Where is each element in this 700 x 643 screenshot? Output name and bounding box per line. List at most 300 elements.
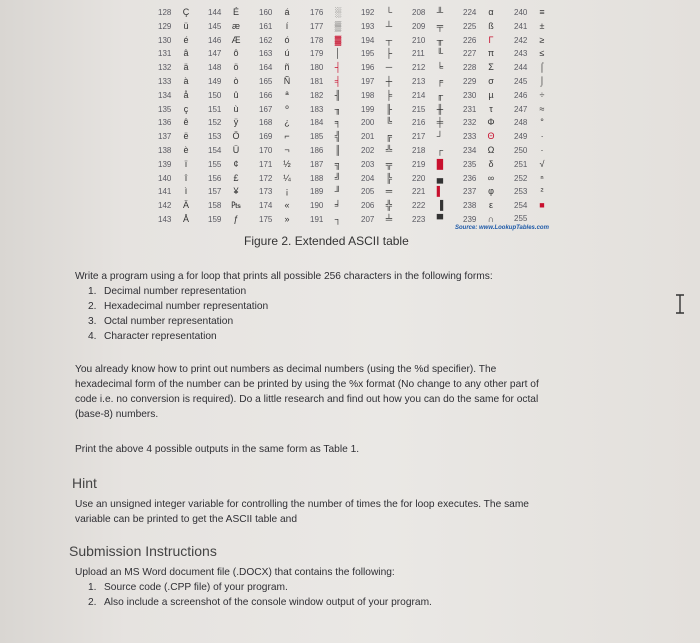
ascii-code: 191 xyxy=(310,215,324,224)
ascii-code: 202 xyxy=(361,146,375,155)
ascii-code: 148 xyxy=(208,63,222,73)
ascii-code: 252 xyxy=(514,173,528,183)
ascii-cell xyxy=(310,102,346,116)
ascii-symbol: » xyxy=(284,214,290,224)
ascii-symbol: ╣ xyxy=(334,131,342,142)
ascii-cell xyxy=(158,157,194,171)
ascii-cell xyxy=(208,33,244,47)
ascii-symbol: ╫ xyxy=(436,103,444,114)
ascii-code: 229 xyxy=(463,77,477,86)
ascii-cell xyxy=(208,115,244,129)
ascii-cell xyxy=(514,212,550,226)
ascii-symbol: ¿ xyxy=(284,117,290,128)
ascii-code: 200 xyxy=(361,118,375,128)
ascii-cell xyxy=(158,171,194,185)
ascii-symbol: æ xyxy=(231,20,240,31)
ascii-code: 146 xyxy=(208,35,222,45)
ascii-cell xyxy=(158,60,194,74)
ascii-cell xyxy=(463,5,499,19)
ascii-cell xyxy=(158,102,194,116)
ascii-symbol: ≈ xyxy=(539,103,545,114)
ascii-cell xyxy=(514,60,550,74)
ascii-cell xyxy=(361,129,397,143)
ascii-cell xyxy=(310,198,346,212)
ascii-symbol: ₧ xyxy=(231,200,241,211)
ascii-code: 130 xyxy=(158,35,172,45)
ascii-symbol: ═ xyxy=(385,186,393,197)
paragraph-line: variable can be printed to get the ASCII table and xyxy=(75,514,298,525)
ascii-code: 214 xyxy=(412,90,426,100)
ascii-symbol: ■ xyxy=(539,200,545,211)
ascii-cell xyxy=(412,184,448,198)
ascii-symbol: Γ xyxy=(488,34,494,45)
ascii-symbol: ┤ xyxy=(334,62,342,73)
ascii-cell xyxy=(208,5,244,19)
list-item xyxy=(88,580,432,595)
ascii-cell xyxy=(361,157,397,171)
ascii-cell xyxy=(463,143,499,157)
ascii-symbol: ╬ xyxy=(385,200,393,211)
ascii-code: 244 xyxy=(514,63,528,73)
ascii-symbol: ╢ xyxy=(334,89,342,100)
ascii-cell xyxy=(361,46,397,60)
ascii-cell xyxy=(463,88,499,102)
ascii-cell xyxy=(259,171,295,185)
ascii-symbol: è xyxy=(183,145,189,155)
ascii-symbol: Θ xyxy=(487,131,495,142)
ascii-cell xyxy=(514,129,550,143)
ascii-code: 150 xyxy=(208,90,222,100)
ascii-code: 220 xyxy=(412,173,426,183)
ascii-cell xyxy=(158,88,194,102)
ascii-cell xyxy=(158,19,194,33)
ascii-symbol: ä xyxy=(183,62,189,73)
ascii-symbol: ╤ xyxy=(436,20,444,31)
ascii-cell xyxy=(514,184,550,198)
ascii-code: 171 xyxy=(259,159,273,169)
ascii-symbol: Æ xyxy=(231,34,241,45)
ascii-symbol: ∩ xyxy=(487,214,495,224)
ascii-symbol: │ xyxy=(335,48,341,59)
ascii-symbol: ½ xyxy=(283,158,291,169)
list-text: Hexadecimal number representation xyxy=(104,301,269,312)
ascii-cell xyxy=(259,5,295,19)
ascii-cell xyxy=(259,212,295,226)
ascii-cell xyxy=(208,143,244,157)
ascii-cell xyxy=(412,46,448,60)
ascii-code: 196 xyxy=(361,63,375,73)
ascii-symbol: δ xyxy=(488,158,494,169)
ascii-symbol: ┬ xyxy=(385,34,393,45)
ascii-cell xyxy=(412,171,448,185)
ascii-symbol: ì xyxy=(184,186,188,197)
ascii-symbol: Å xyxy=(182,214,189,224)
ascii-cell xyxy=(310,212,346,226)
paragraph-line: You already know how to print out numbers as decimal numbers (using the %d specifier). The xyxy=(75,364,497,375)
ascii-code: 163 xyxy=(259,49,273,59)
ascii-code: 248 xyxy=(514,118,528,128)
ascii-code: 207 xyxy=(361,215,375,224)
ascii-cell xyxy=(310,19,346,33)
ascii-symbol: ü xyxy=(183,20,189,31)
ascii-cell xyxy=(158,74,194,88)
ascii-cell xyxy=(412,74,448,88)
ascii-symbol: ¡ xyxy=(285,186,289,197)
ascii-symbol: ╧ xyxy=(385,214,393,224)
ascii-cell xyxy=(514,88,550,102)
ascii-symbol: ö xyxy=(233,62,239,73)
ascii-symbol: ┘ xyxy=(436,131,444,142)
ascii-code: 216 xyxy=(412,118,426,128)
ascii-code: 208 xyxy=(412,8,426,17)
ascii-symbol: ∙ xyxy=(540,131,544,142)
ascii-cell xyxy=(310,88,346,102)
ascii-code: 192 xyxy=(361,8,375,17)
ascii-code: 180 xyxy=(310,63,324,73)
ascii-symbol: ∞ xyxy=(487,172,495,183)
ascii-symbol: £ xyxy=(233,172,239,183)
ascii-symbol: π xyxy=(487,48,495,59)
ascii-code: 212 xyxy=(412,63,426,73)
ascii-cell xyxy=(361,19,397,33)
ascii-cell xyxy=(514,171,550,185)
list-number: 1. xyxy=(88,286,97,297)
spec-paragraph xyxy=(75,362,539,422)
ascii-symbol: ├ xyxy=(385,48,393,59)
ascii-cell xyxy=(208,74,244,88)
ascii-symbol: ê xyxy=(183,117,189,128)
ascii-cell xyxy=(310,184,346,198)
ascii-symbol: Ä xyxy=(182,200,189,211)
ascii-symbol: é xyxy=(183,34,189,45)
ascii-code: 156 xyxy=(208,173,222,183)
ascii-symbol: ╠ xyxy=(385,172,393,183)
ascii-code: 149 xyxy=(208,77,222,86)
ascii-cell xyxy=(514,198,550,212)
list-text: Character representation xyxy=(104,331,217,342)
ascii-code: 246 xyxy=(514,90,528,100)
ascii-cell xyxy=(463,157,499,171)
ascii-symbol: ┴ xyxy=(385,20,393,31)
ascii-cell xyxy=(310,33,346,47)
ascii-cell xyxy=(514,46,550,60)
ascii-code: 254 xyxy=(514,201,528,211)
ascii-symbol: ù xyxy=(233,103,239,114)
ascii-code: 245 xyxy=(514,77,528,86)
ascii-symbol: ╜ xyxy=(334,186,342,197)
ascii-code: 185 xyxy=(310,132,324,142)
ascii-code: 243 xyxy=(514,49,528,59)
ascii-symbol: É xyxy=(232,7,239,17)
ascii-cell xyxy=(463,74,499,88)
ascii-cell xyxy=(463,171,499,185)
print-instruction: Print the above 4 possible outputs in the same form as Table 1. xyxy=(75,444,360,455)
ascii-code: 250 xyxy=(514,146,528,155)
ascii-code: 234 xyxy=(463,146,477,155)
ascii-code: 236 xyxy=(463,173,477,183)
ascii-symbol: Ω xyxy=(487,145,495,155)
ascii-cell xyxy=(259,33,295,47)
ascii-code: 251 xyxy=(514,159,528,169)
ascii-code: 195 xyxy=(361,49,375,59)
ascii-symbol: « xyxy=(284,200,290,211)
ascii-code: 174 xyxy=(259,201,273,211)
ascii-code: 187 xyxy=(310,159,324,169)
ascii-symbol: Ñ xyxy=(283,76,291,86)
ascii-symbol: ô xyxy=(233,48,239,59)
list-text: Decimal number representation xyxy=(104,286,247,297)
ascii-symbol: ≥ xyxy=(539,34,545,45)
ascii-code: 253 xyxy=(514,187,528,197)
ascii-cell xyxy=(514,115,550,129)
ascii-code: 232 xyxy=(463,118,477,128)
ascii-symbol: Ö xyxy=(232,131,240,142)
ascii-symbol: Ç xyxy=(182,7,190,17)
list-item xyxy=(88,595,432,610)
list-text: Also include a screenshot of the console window output of your program. xyxy=(104,597,432,608)
ascii-symbol: ╙ xyxy=(436,48,444,59)
ascii-cell xyxy=(208,19,244,33)
ascii-symbol: ╟ xyxy=(385,103,393,114)
ascii-code: 158 xyxy=(208,201,222,211)
ascii-code: 215 xyxy=(412,104,426,114)
ascii-symbol: ▌ xyxy=(436,186,444,197)
ascii-code: 203 xyxy=(361,159,375,169)
ascii-code: 227 xyxy=(463,49,477,59)
ascii-code: 206 xyxy=(361,201,375,211)
ascii-cell xyxy=(158,33,194,47)
ascii-code: 249 xyxy=(514,132,528,142)
ascii-cell xyxy=(514,102,550,116)
ascii-code: 182 xyxy=(310,90,324,100)
ascii-cell xyxy=(361,212,397,226)
ascii-cell xyxy=(158,5,194,19)
ascii-cell xyxy=(259,143,295,157)
ascii-cell xyxy=(412,102,448,116)
ascii-cell xyxy=(259,74,295,88)
list-item xyxy=(88,329,268,344)
ascii-code: 176 xyxy=(310,8,324,17)
ascii-code: 166 xyxy=(259,90,273,100)
ascii-code: 175 xyxy=(259,215,273,224)
ascii-code: 226 xyxy=(463,35,477,45)
ascii-code: 131 xyxy=(158,49,172,59)
ascii-symbol: α xyxy=(488,7,494,17)
ascii-symbol: Φ xyxy=(487,117,495,128)
ascii-symbol: ¢ xyxy=(233,158,239,169)
ascii-symbol: Σ xyxy=(488,62,494,73)
table-source-credit: Source: www.LookupTables.com xyxy=(455,225,549,231)
ascii-cell xyxy=(463,33,499,47)
ascii-cell xyxy=(412,33,448,47)
ascii-symbol: î xyxy=(184,172,188,183)
ascii-code: 172 xyxy=(259,173,273,183)
ascii-cell xyxy=(208,157,244,171)
ascii-symbol: ╩ xyxy=(385,145,393,155)
ascii-cell xyxy=(361,88,397,102)
list-text: Octal number representation xyxy=(104,316,234,327)
list-item xyxy=(88,284,268,299)
ascii-code: 133 xyxy=(158,77,172,86)
ascii-symbol: ó xyxy=(284,34,290,45)
ascii-symbol: ≤ xyxy=(539,48,545,59)
ascii-symbol: ╡ xyxy=(334,76,342,86)
ascii-cell xyxy=(259,184,295,198)
ascii-code: 183 xyxy=(310,104,324,114)
ascii-symbol: ─ xyxy=(385,62,393,73)
ascii-cell xyxy=(463,198,499,212)
ascii-cell xyxy=(208,88,244,102)
ascii-symbol: ▓ xyxy=(334,34,342,45)
ascii-cell xyxy=(208,60,244,74)
ascii-code: 135 xyxy=(158,104,172,114)
ascii-cell xyxy=(158,129,194,143)
ascii-symbol: ⌐ xyxy=(284,131,290,142)
ascii-code: 162 xyxy=(259,35,273,45)
ascii-cell xyxy=(361,74,397,88)
ascii-code: 247 xyxy=(514,104,528,114)
ascii-code: 164 xyxy=(259,63,273,73)
ascii-cell xyxy=(259,19,295,33)
ascii-symbol: └ xyxy=(385,7,393,17)
ascii-symbol: ⌡ xyxy=(539,76,545,86)
ascii-symbol: ╖ xyxy=(334,103,342,114)
ascii-symbol: ⁿ xyxy=(540,172,544,183)
ascii-symbol: ≡ xyxy=(539,7,545,17)
ascii-symbol: ¥ xyxy=(233,186,239,197)
ascii-cell xyxy=(463,19,499,33)
ascii-symbol: ╘ xyxy=(436,62,444,73)
ascii-symbol: ª xyxy=(285,89,289,100)
ascii-symbol: ╦ xyxy=(385,158,393,169)
ascii-symbol: ╒ xyxy=(436,76,444,86)
ascii-cell xyxy=(412,212,448,226)
ascii-code: 190 xyxy=(310,201,324,211)
task-intro: Write a program using a for loop that prints all possible 256 characters in the following forms: xyxy=(75,271,493,282)
ascii-code: 198 xyxy=(361,90,375,100)
list-text: Source code (.CPP file) of your program. xyxy=(104,582,288,593)
ascii-code: 217 xyxy=(412,132,426,142)
ascii-code: 197 xyxy=(361,77,375,86)
ascii-symbol: σ xyxy=(488,76,494,86)
submission-heading: Submission Instructions xyxy=(69,543,217,559)
ascii-symbol: ú xyxy=(284,48,290,59)
ascii-cell xyxy=(310,157,346,171)
ascii-code: 161 xyxy=(259,21,273,31)
ascii-symbol: √ xyxy=(539,158,545,169)
figure-caption: Figure 2. Extended ASCII table xyxy=(244,234,409,248)
ascii-cell xyxy=(361,184,397,198)
ascii-code: 194 xyxy=(361,35,375,45)
ascii-code: 144 xyxy=(208,8,222,17)
ascii-symbol: ε xyxy=(488,200,493,211)
ascii-code: 231 xyxy=(463,104,477,114)
ascii-cell xyxy=(361,115,397,129)
ascii-code: 186 xyxy=(310,146,324,155)
ascii-cell xyxy=(310,171,346,185)
ascii-cell xyxy=(412,5,448,19)
ascii-code: 223 xyxy=(412,215,426,224)
ascii-cell xyxy=(361,5,397,19)
ascii-cell xyxy=(158,184,194,198)
ascii-symbol: ┌ xyxy=(436,145,444,155)
ascii-symbol: ß xyxy=(488,20,494,31)
ascii-code: 167 xyxy=(259,104,273,114)
ascii-code: 155 xyxy=(208,159,222,169)
ascii-code: 179 xyxy=(310,49,324,59)
ascii-symbol: █ xyxy=(436,158,444,169)
text-cursor-icon xyxy=(674,294,686,314)
list-item xyxy=(88,314,268,329)
ascii-cell xyxy=(361,143,397,157)
ascii-cell xyxy=(208,184,244,198)
submission-intro: Upload an MS Word document file (.DOCX) that contains the following: xyxy=(75,567,395,578)
ascii-code: 141 xyxy=(158,187,172,197)
ascii-symbol: ÷ xyxy=(539,89,545,100)
ascii-cell xyxy=(208,129,244,143)
ascii-symbol: ÿ xyxy=(233,117,239,128)
ascii-symbol: ° xyxy=(540,117,544,128)
ascii-symbol: ╥ xyxy=(436,34,444,45)
ascii-code: 211 xyxy=(412,49,425,59)
list-number: 2. xyxy=(88,597,97,608)
ascii-cell xyxy=(259,129,295,143)
ascii-code: 134 xyxy=(158,90,172,100)
ascii-code: 139 xyxy=(158,159,172,169)
ascii-symbol: ƒ xyxy=(233,214,239,224)
ascii-code: 221 xyxy=(412,187,426,197)
ascii-symbol: ▒ xyxy=(334,20,342,31)
ascii-code: 154 xyxy=(208,146,222,155)
ascii-cell xyxy=(361,198,397,212)
ascii-code: 225 xyxy=(463,21,477,31)
ascii-cell xyxy=(259,88,295,102)
ascii-cell xyxy=(310,60,346,74)
ascii-cell xyxy=(514,19,550,33)
ascii-code: 143 xyxy=(158,215,172,224)
ascii-code: 128 xyxy=(158,8,172,17)
ascii-cell xyxy=(310,46,346,60)
ascii-symbol: ║ xyxy=(334,145,342,155)
ascii-cell xyxy=(463,115,499,129)
ascii-code: 138 xyxy=(158,146,172,155)
ascii-code: 170 xyxy=(259,146,273,155)
paragraph-line: code i.e. no conversion is required). Do a little research and find out how you can do the same for octal xyxy=(75,394,539,405)
ascii-symbol: ç xyxy=(183,103,189,114)
ascii-cell xyxy=(208,198,244,212)
ascii-code: 239 xyxy=(463,215,477,224)
hint-heading: Hint xyxy=(72,475,97,491)
ascii-code: 210 xyxy=(412,35,426,45)
ascii-code: 165 xyxy=(259,77,273,86)
ascii-cell xyxy=(310,5,346,19)
list-number: 4. xyxy=(88,331,97,342)
ascii-cell xyxy=(208,212,244,226)
ascii-code: 242 xyxy=(514,35,528,45)
ascii-cell xyxy=(463,129,499,143)
ascii-code: 228 xyxy=(463,63,477,73)
ascii-cell xyxy=(463,60,499,74)
ascii-cell xyxy=(158,46,194,60)
ascii-code: 129 xyxy=(158,21,172,31)
ascii-code: 219 xyxy=(412,159,426,169)
ascii-symbol: ï xyxy=(184,158,188,169)
hint-text xyxy=(75,497,529,527)
ascii-symbol: µ xyxy=(488,89,494,100)
ascii-cell xyxy=(158,143,194,157)
ascii-symbol: ⌠ xyxy=(539,62,545,73)
ascii-code: 147 xyxy=(208,49,222,59)
